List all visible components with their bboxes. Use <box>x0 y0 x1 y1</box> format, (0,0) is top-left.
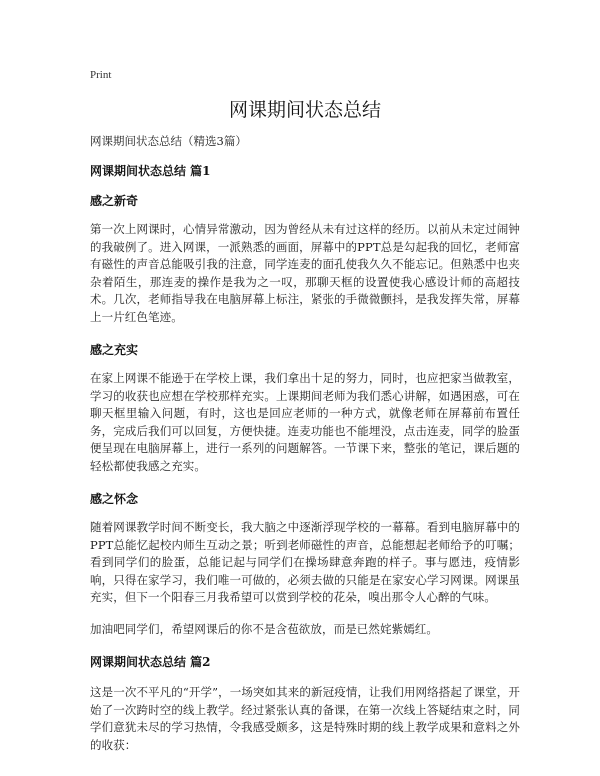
document-subtitle: 网课期间状态总结（精选3篇） <box>90 134 247 148</box>
section-text-nostalgia: 随着网课教学时间不断变长，我大脑之中逐渐浮现学校的一幕幕。看到电脑屏幕中的PPT总能忆起校内师生互动之景；听到老师磁性的声音，总能想起老师给予的叮嘱；看到同学们的脸蛋，总能记起与同学们在操场肆意奔跑的样子。事与愿违，疫情影响，只得在家学习，我们唯一可做的，必须去做的只能是在家安心学习网课。网课虽充实，但下一个阳春三月我希望可以赏到学校的花朵，嗅出那令人心醉的气味。 <box>90 520 520 604</box>
section-heading-nostalgia: 感之怀念 <box>90 492 139 506</box>
document-title: 网课期间状态总结 <box>228 99 381 121</box>
article-2-text: 这是一次不平凡的“开学”，一场突如其来的新冠疫情，让我们用网络搭起了课堂，开始了一次跨时空的线上教学。经过紧张认真的备课，在第一次线上答疑结束之时，同学们意犹未尽的学习热情，令我感受颇多，这是特殊时期的线上教学成果和意料之外的收获： <box>90 685 520 752</box>
section-text-fulfillment: 在家上网课不能逊于在学校上课，我们拿出十足的努力，同时，也应把家当做教室，学习的收获也应想在学校那样充实。上课期间老师为我们悉心讲解，如遇困惑，可在聊天框里输入问题，有时，这也是回应老师的一种方式，就像老师在屏幕前布置任务，完成后我们可以回复，方便快捷。连麦功能也不能埋没，点击连麦，同学的脸蛋便呈现在电脑屏幕上，进行一系列的问题解答。一节课下来，整张的笔记，课后题的轻松都使我感之充实。 <box>90 371 520 473</box>
article-2-heading: 网课期间状态总结 篇2 <box>90 655 211 669</box>
section-text-novelty: 第一次上网课时，心情异常激动，因为曾经从未有过这样的经历。以前从未定过闹钟的我破例了。进入网课，一派熟悉的画面，屏幕中的PPT总是勾起我的回忆，老师富有磁性的声音总能吸引我的注意，同学连麦的面孔使我久久不能忘记。但熟悉中也夹杂着陌生，那连麦的操作是我为之一叹，那聊天框的设置使我心感设计师的高超技术。几次，老师指导我在电脑屏幕上标注，紧张的手微微颤抖，是我发挥失常，屏幕上一片红色笔迹。 <box>90 222 520 324</box>
section-heading-fulfillment: 感之充实 <box>90 343 139 357</box>
closing-paragraph: 加油吧同学们，希望网课后的你不是含苞欲放，而是已然姹紫嫣红。 <box>90 621 438 636</box>
section-heading-novelty: 感之新奇 <box>90 194 139 208</box>
print-link[interactable]: Print <box>90 69 112 81</box>
document-page <box>90 68 520 770</box>
article-1-heading: 网课期间状态总结 篇1 <box>90 164 211 178</box>
